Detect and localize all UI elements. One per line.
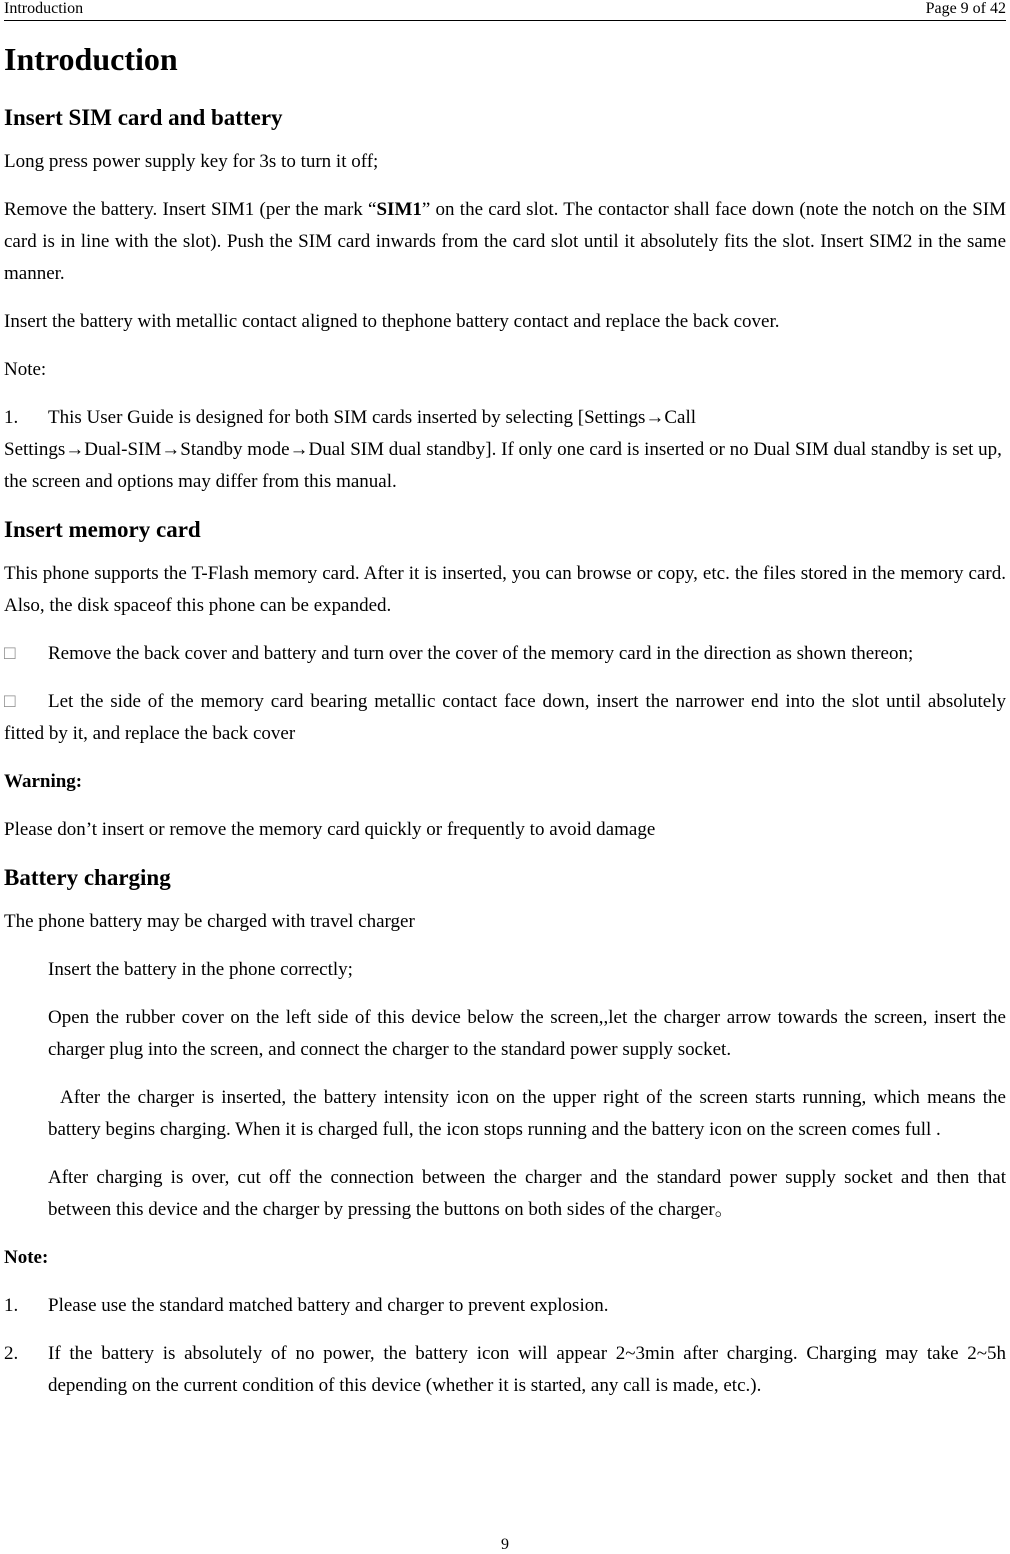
page-title: Introduction — [4, 41, 178, 77]
battery-step-3 — [4, 1082, 1006, 1146]
sim-paragraph-1: Long press power supply key for 3s to turn it off; — [4, 151, 379, 172]
battery-paragraph-1: The phone battery may be charged with travel charger — [4, 911, 415, 932]
battery-note-1-text: Please use the standard matched battery and charger to prevent explosion. — [48, 1295, 609, 1316]
memory-bullet-2-text: Let the side of the memory card bearing metallic contact face down, insert the narrower end into the slot until absolutely fitted by it, and replace the back cover — [4, 691, 1006, 744]
battery-note-1 — [4, 1290, 1006, 1322]
battery-step-4: After charging is over, cut off the connection between the charger and the standard power supply socket and then that between this device and the charger by pressing the buttons on both sides of the charger。 — [48, 1167, 1006, 1220]
memory-bullet-1 — [4, 638, 1006, 670]
battery-step-1: Insert the battery in the phone correctly; — [48, 959, 353, 980]
bullet-box-icon: □ — [4, 691, 16, 712]
page-header — [4, 0, 1006, 21]
page-number: 9 — [501, 1536, 509, 1553]
sim-p2-text-a: Remove the battery. Insert SIM1 (per the mark “ — [4, 199, 377, 220]
sim-p2-text-b: ” on the card slot. The contactor shall face down (note the notch on the SIM card is in line with the slot). Push the SIM card inwards from the card slot until it absolutely fits the slot. Insert SIM2 in the same manner. — [4, 199, 1006, 284]
page-content — [4, 38, 1006, 1418]
warning-label: Warning: — [4, 771, 83, 792]
sim-p2-bold-mark: SIM1 — [376, 199, 422, 220]
sim-paragraph-2 — [4, 194, 1006, 290]
battery-note-2-text: If the battery is absolutely of no power, the battery icon will appear 2~3min after charging. Charging may take 2~5h depending on the current condition of this device (whether it is started, any call is made, etc.). — [48, 1343, 1006, 1396]
heading-battery-charging: Battery charging — [4, 865, 171, 890]
sim-note-label: Note: — [4, 359, 47, 380]
bullet-box-icon: □ — [4, 643, 16, 664]
battery-note-1-number: 1. — [4, 1295, 19, 1316]
page-footer — [0, 1536, 1010, 1554]
sim-paragraph-3: Insert the battery with metallic contact aligned to thephone battery contact and replace the back cover. — [4, 311, 780, 332]
memory-bullet-1-text: Remove the back cover and battery and turn over the cover of the memory card in the direction as shown thereon; — [48, 643, 914, 664]
battery-note-2-number: 2. — [4, 1343, 19, 1364]
battery-step-3-text: After the charger is inserted, the battery intensity icon on the upper right of the screen starts running, which means the battery begins charging. When it is charged full, the icon stops running and the battery icon on the screen comes full . — [48, 1087, 1006, 1140]
warning-text: Please don’t insert or remove the memory card quickly or frequently to avoid damage — [4, 819, 656, 840]
sim-note-1-rest: Settings→Dual-SIM→Standby mode→Dual SIM dual standby]. If only one card is inserted or no Dual SIM dual standby is set up, the screen and options may differ from this manual. — [4, 439, 1002, 492]
battery-note-label: Note: — [4, 1247, 49, 1268]
memory-paragraph-1: This phone supports the T-Flash memory card. After it is inserted, you can browse or copy, etc. the files stored in the memory card. Also, the disk spaceof this phone can be expanded. — [4, 563, 1006, 616]
heading-insert-memory: Insert memory card — [4, 517, 201, 542]
sim-note-1 — [4, 402, 1006, 498]
battery-step-2: Open the rubber cover on the left side of this device below the screen,,let the charger arrow towards the screen, insert the charger plug into the screen, and connect the charger to the standard power supply socket. — [48, 1007, 1006, 1060]
memory-bullet-2 — [4, 686, 1006, 750]
header-section-title: Introduction — [4, 0, 84, 17]
heading-insert-sim: Insert SIM card and battery — [4, 105, 283, 130]
sim-note-1-first-line: This User Guide is designed for both SIM cards inserted by selecting [Settings→Call — [48, 407, 697, 428]
battery-note-2 — [4, 1338, 1006, 1402]
sim-note-1-number: 1. — [4, 407, 19, 428]
header-page-indicator: Page 9 of 42 — [925, 0, 1006, 17]
